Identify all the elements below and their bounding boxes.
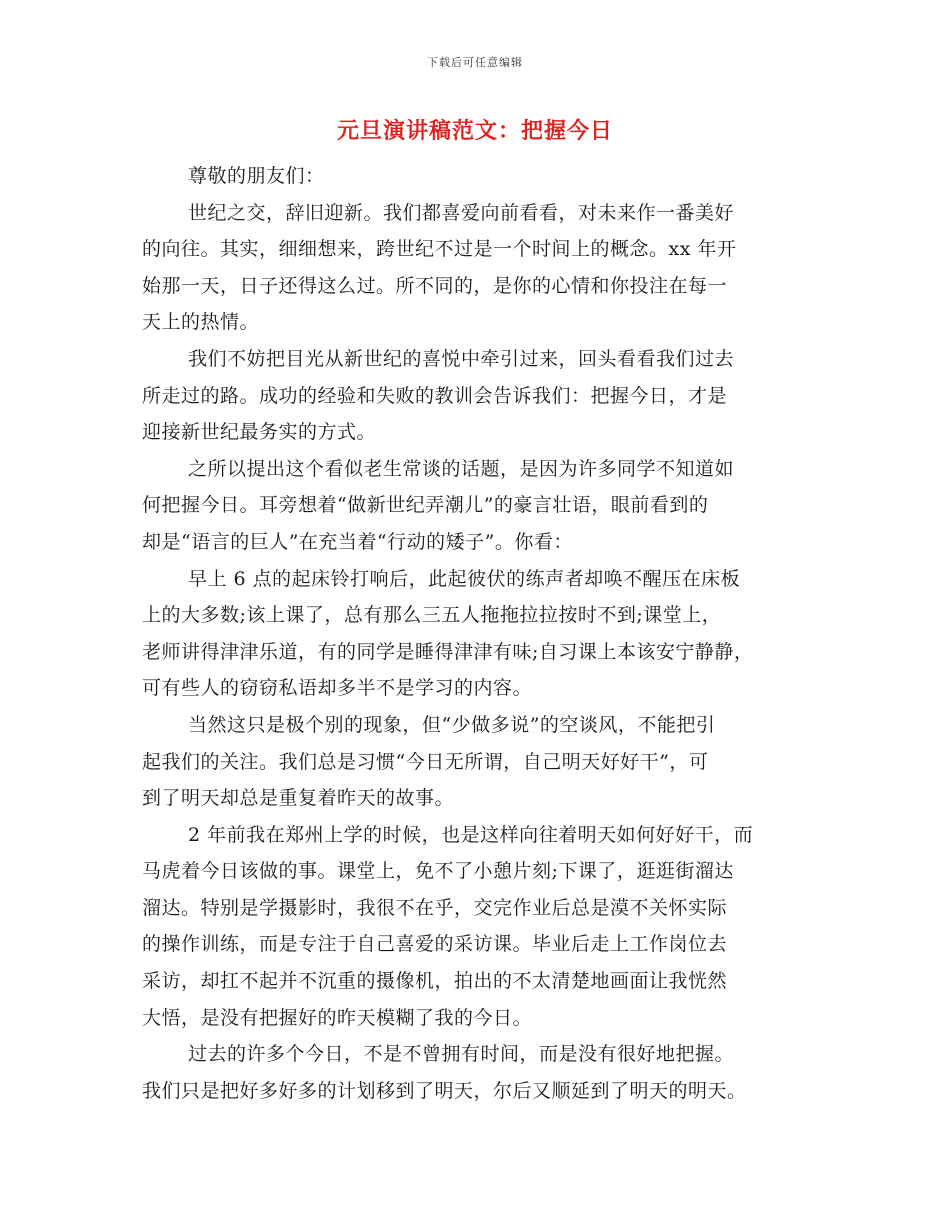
paragraph-line: 何把握今日。耳旁想着“做新世纪弄潮儿”的豪言壮语，眼前看到的 [142,494,709,517]
paragraph [142,707,822,817]
paragraph-line: 我们不妨把目光从新世纪的喜悦中牵引过来，回头看看我们过去 [188,347,735,370]
paragraph-line: 上的大多数;该上课了，总有那么三五人拖拖拉拉按时不到;课堂上， [142,604,722,627]
paragraph-line: 始那一天，日子还得这么过。所不同的，是你的心情和你投注在每一 [142,274,728,297]
paragraph [142,1036,822,1109]
paragraph [142,451,822,561]
paragraph-line: 到了明天却总是重复着昨天的故事。 [142,787,455,810]
paragraph-line: 2 年前我在郑州上学的时候，也是这样向往着明天如何好好干，而 [188,823,754,846]
paragraph-line: 起我们的关注。我们总是习惯“今日无所谓，自己明天好好干”，可 [142,750,709,773]
document-title: 元旦演讲稿范文：把握今日 [336,118,613,144]
paragraph-line: 溜达。特别是学摄影时，我很不在乎，交完作业后总是漠不关怀实际 [142,896,728,919]
paragraph-line: 却是“语言的巨人”在充当着“行动的矮子”。你看： [142,530,573,553]
paragraph-line: 过去的许多个今日，不是不曾拥有时间，而是没有很好地把握。 [188,1043,735,1066]
paragraph-line: 大悟，是没有把握好的昨天模糊了我的今日。 [142,1006,533,1029]
paragraph-line: 天上的热情。 [142,311,260,334]
paragraph [142,195,822,341]
paragraph-line: 可有些人的窃窃私语却多半不是学习的内容。 [142,677,533,700]
paragraph [142,561,822,707]
paragraph-line: 之所以提出这个看似老生常谈的话题，是因为许多同学不知道如 [188,457,735,480]
paragraph-line: 马虎着今日该做的事。课堂上，免不了小憩片刻;下课了，逛逛街溜达 [142,860,734,883]
paragraph-line: 的操作训练，而是专注于自己喜爱的采访课。毕业后走上工作岗位去 [142,933,728,956]
paragraph-line: 迎接新世纪最务实的方式。 [142,421,377,444]
paragraph-line: 世纪之交，辞旧迎新。我们都喜爱向前看看，对未来作一番美好 [188,201,735,224]
paragraph-line: 当然这只是极个别的现象，但“少做多说”的空谈风，不能把引 [188,713,716,736]
paragraph-line: 我们只是把好多好多的计划移到了明天，尔后又顺延到了明天的明天。 [142,1079,747,1102]
paragraph [142,817,822,1037]
paragraph-line: 的向往。其实，细细想来，跨世纪不过是一个时间上的概念。xx 年开 [142,238,737,261]
document-body [142,158,822,1109]
paragraph-line: 所走过的路。成功的经验和失败的教训会告诉我们：把握今日，才是 [142,384,728,407]
paragraph [142,341,822,451]
paragraph-line: 老师讲得津津乐道，有的同学是睡得津津有味;自习课上本该安宁静静， [142,640,754,663]
paragraph-line: 尊敬的朋友们： [188,165,325,187]
paragraph [142,158,822,195]
paragraph-line: 早上 6 点的起床铃打响后，此起彼伏的练声者却唤不醒压在床板 [188,567,741,590]
paragraph-line: 采访，却扛不起并不沉重的摄像机，拍出的不太清楚地画面让我恍然 [142,970,728,993]
header-note: 下载后可任意编辑 [427,56,523,69]
